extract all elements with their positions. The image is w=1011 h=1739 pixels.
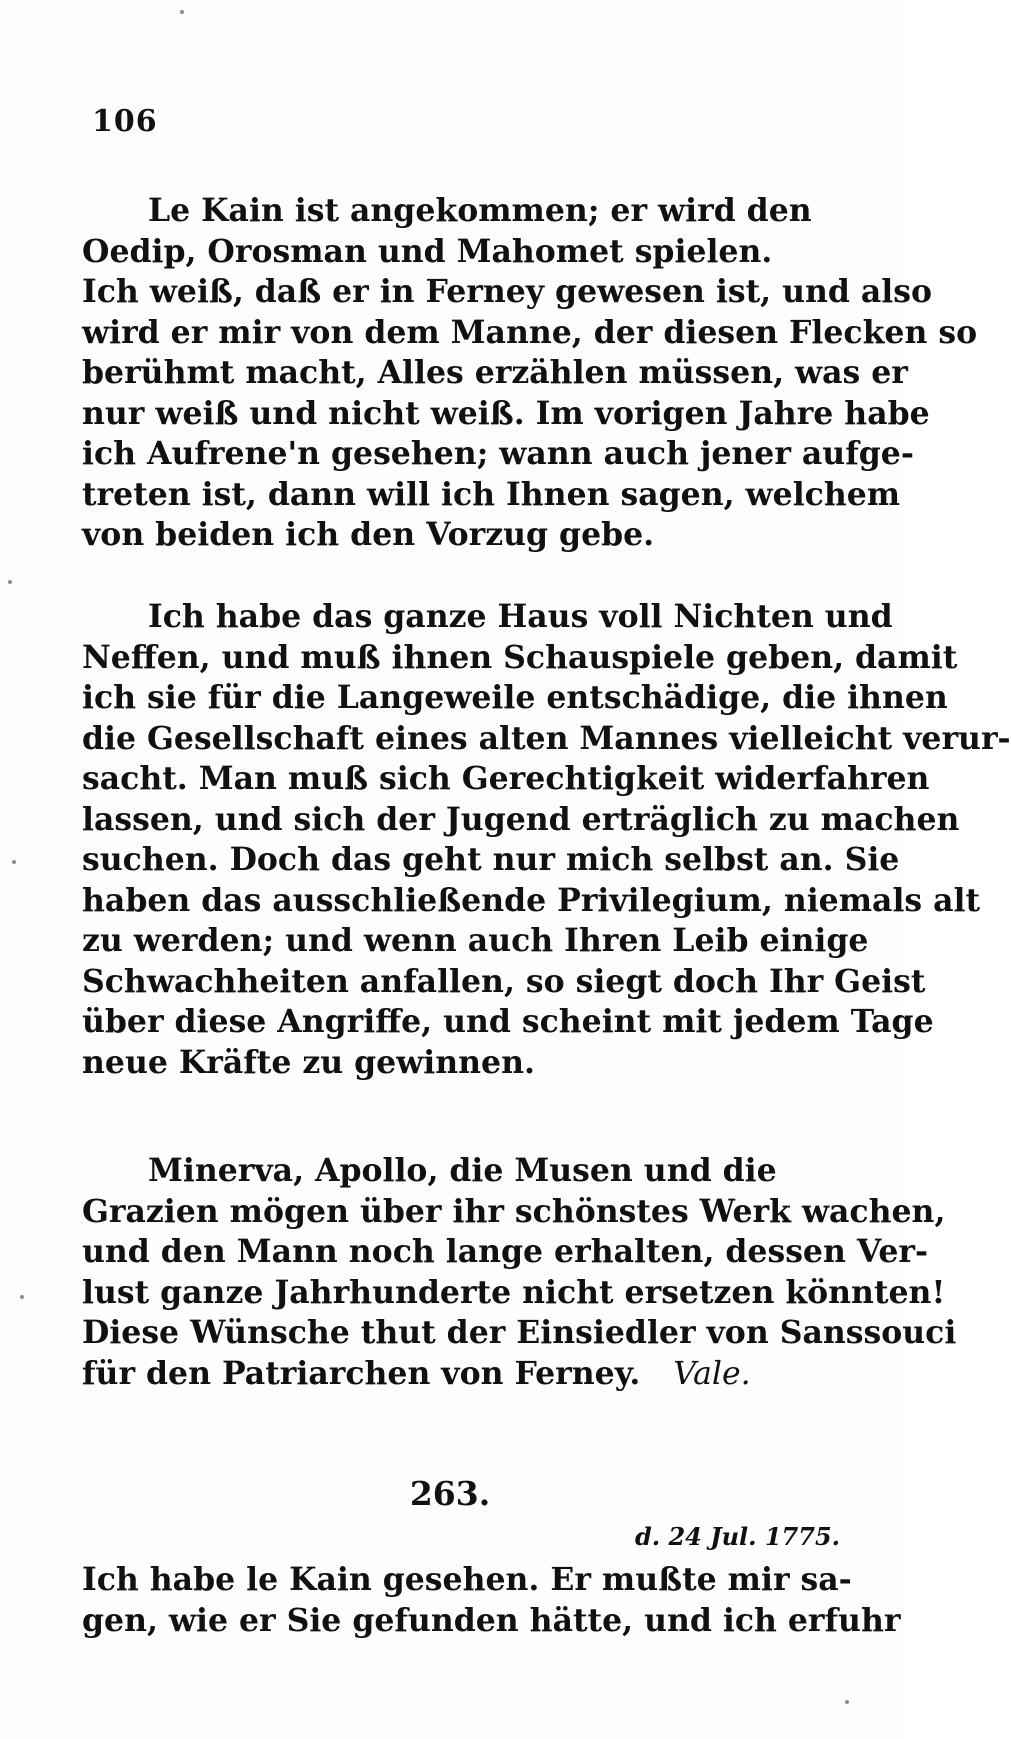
paragraph-3: [82, 1151, 957, 1394]
text-line: lassen, und sich der Jugend erträglich zu machen: [82, 800, 960, 838]
print-speck: [8, 580, 12, 584]
paragraph-2: [82, 597, 1011, 1083]
print-speck: [12, 860, 16, 864]
page-number: 106: [92, 104, 158, 139]
text-line: berühmt macht, Alles erzählen müssen, was er: [82, 354, 908, 391]
text-line: sacht. Man muß sich Gerechtigkeit widerfahren: [82, 760, 930, 797]
text-line: und den Mann noch lange erhalten, dessen Ver-: [82, 1233, 929, 1270]
closing-vale: Vale.: [673, 1355, 751, 1392]
print-speck: [20, 1295, 24, 1299]
print-speck: [845, 1700, 849, 1704]
letter-number: 263.: [409, 1474, 491, 1513]
text-line: Schwachheiten anfallen, so siegt doch Ihr Geist: [82, 962, 926, 1000]
text-line: Le Kain ist angekommen; er wird den: [148, 192, 812, 229]
text-line: Ich habe le Kain gesehen. Er mußte mir sa-: [82, 1561, 852, 1598]
text-line: Oedip, Orosman und Mahomet spielen.: [82, 232, 773, 270]
text-line: haben das ausschließende Privilegium, niemals alt: [82, 881, 981, 919]
text-line: Diese Wünsche thut der Einsiedler von Sanssouci: [82, 1314, 957, 1351]
letter-263-opening: [82, 1560, 901, 1641]
text-line: suchen. Doch das geht nur mich selbst an. Sie: [82, 841, 900, 878]
print-speck: [180, 10, 184, 14]
text-line: Ich habe das ganze Haus voll Nichten und: [148, 598, 893, 635]
paragraph-1: [82, 191, 978, 556]
text-line: von beiden ich den Vorzug gebe.: [82, 516, 655, 553]
text-line: für den Patriarchen von Ferney.: [82, 1354, 641, 1392]
text-line: ich sie für die Langeweile entschädige, die ihnen: [82, 679, 948, 716]
text-line: treten ist, dann will ich Ihnen sagen, welchem: [82, 475, 901, 513]
text-line: über diese Angriffe, und scheint mit jedem Tage: [82, 1003, 934, 1040]
text-line: lust ganze Jahrhunderte nicht ersetzen könnten!: [82, 1273, 946, 1311]
text-line: ich Aufrene'n gesehen; wann auch jener aufge-: [82, 435, 914, 472]
text-line: gen, wie er Sie gefunden hätte, und ich erfuhr: [82, 1601, 901, 1639]
text-line: neue Kräfte zu gewinnen.: [82, 1043, 535, 1081]
text-line: wird er mir von dem Manne, der diesen Flecken so: [82, 313, 978, 351]
text-line: nur weiß und nicht weiß. Im vorigen Jahre habe: [82, 394, 930, 432]
text-line: Neffen, und muß ihnen Schauspiele geben, damit: [82, 638, 958, 676]
text-line: Minerva, Apollo, die Musen und die: [148, 1152, 777, 1189]
text-line: zu werden; und wenn auch Ihren Leib einige: [82, 922, 869, 959]
text-line-with-closing: [82, 1354, 844, 1395]
text-line: Grazien mögen über ihr schönstes Werk wachen,: [82, 1192, 946, 1230]
text-line: die Gesellschaft eines alten Mannes vielleicht verur-: [82, 719, 1011, 757]
letter-date: d. 24 Jul. 1775.: [634, 1522, 840, 1551]
text-line: Ich weiß, daß er in Ferney gewesen ist, und also: [82, 273, 933, 310]
